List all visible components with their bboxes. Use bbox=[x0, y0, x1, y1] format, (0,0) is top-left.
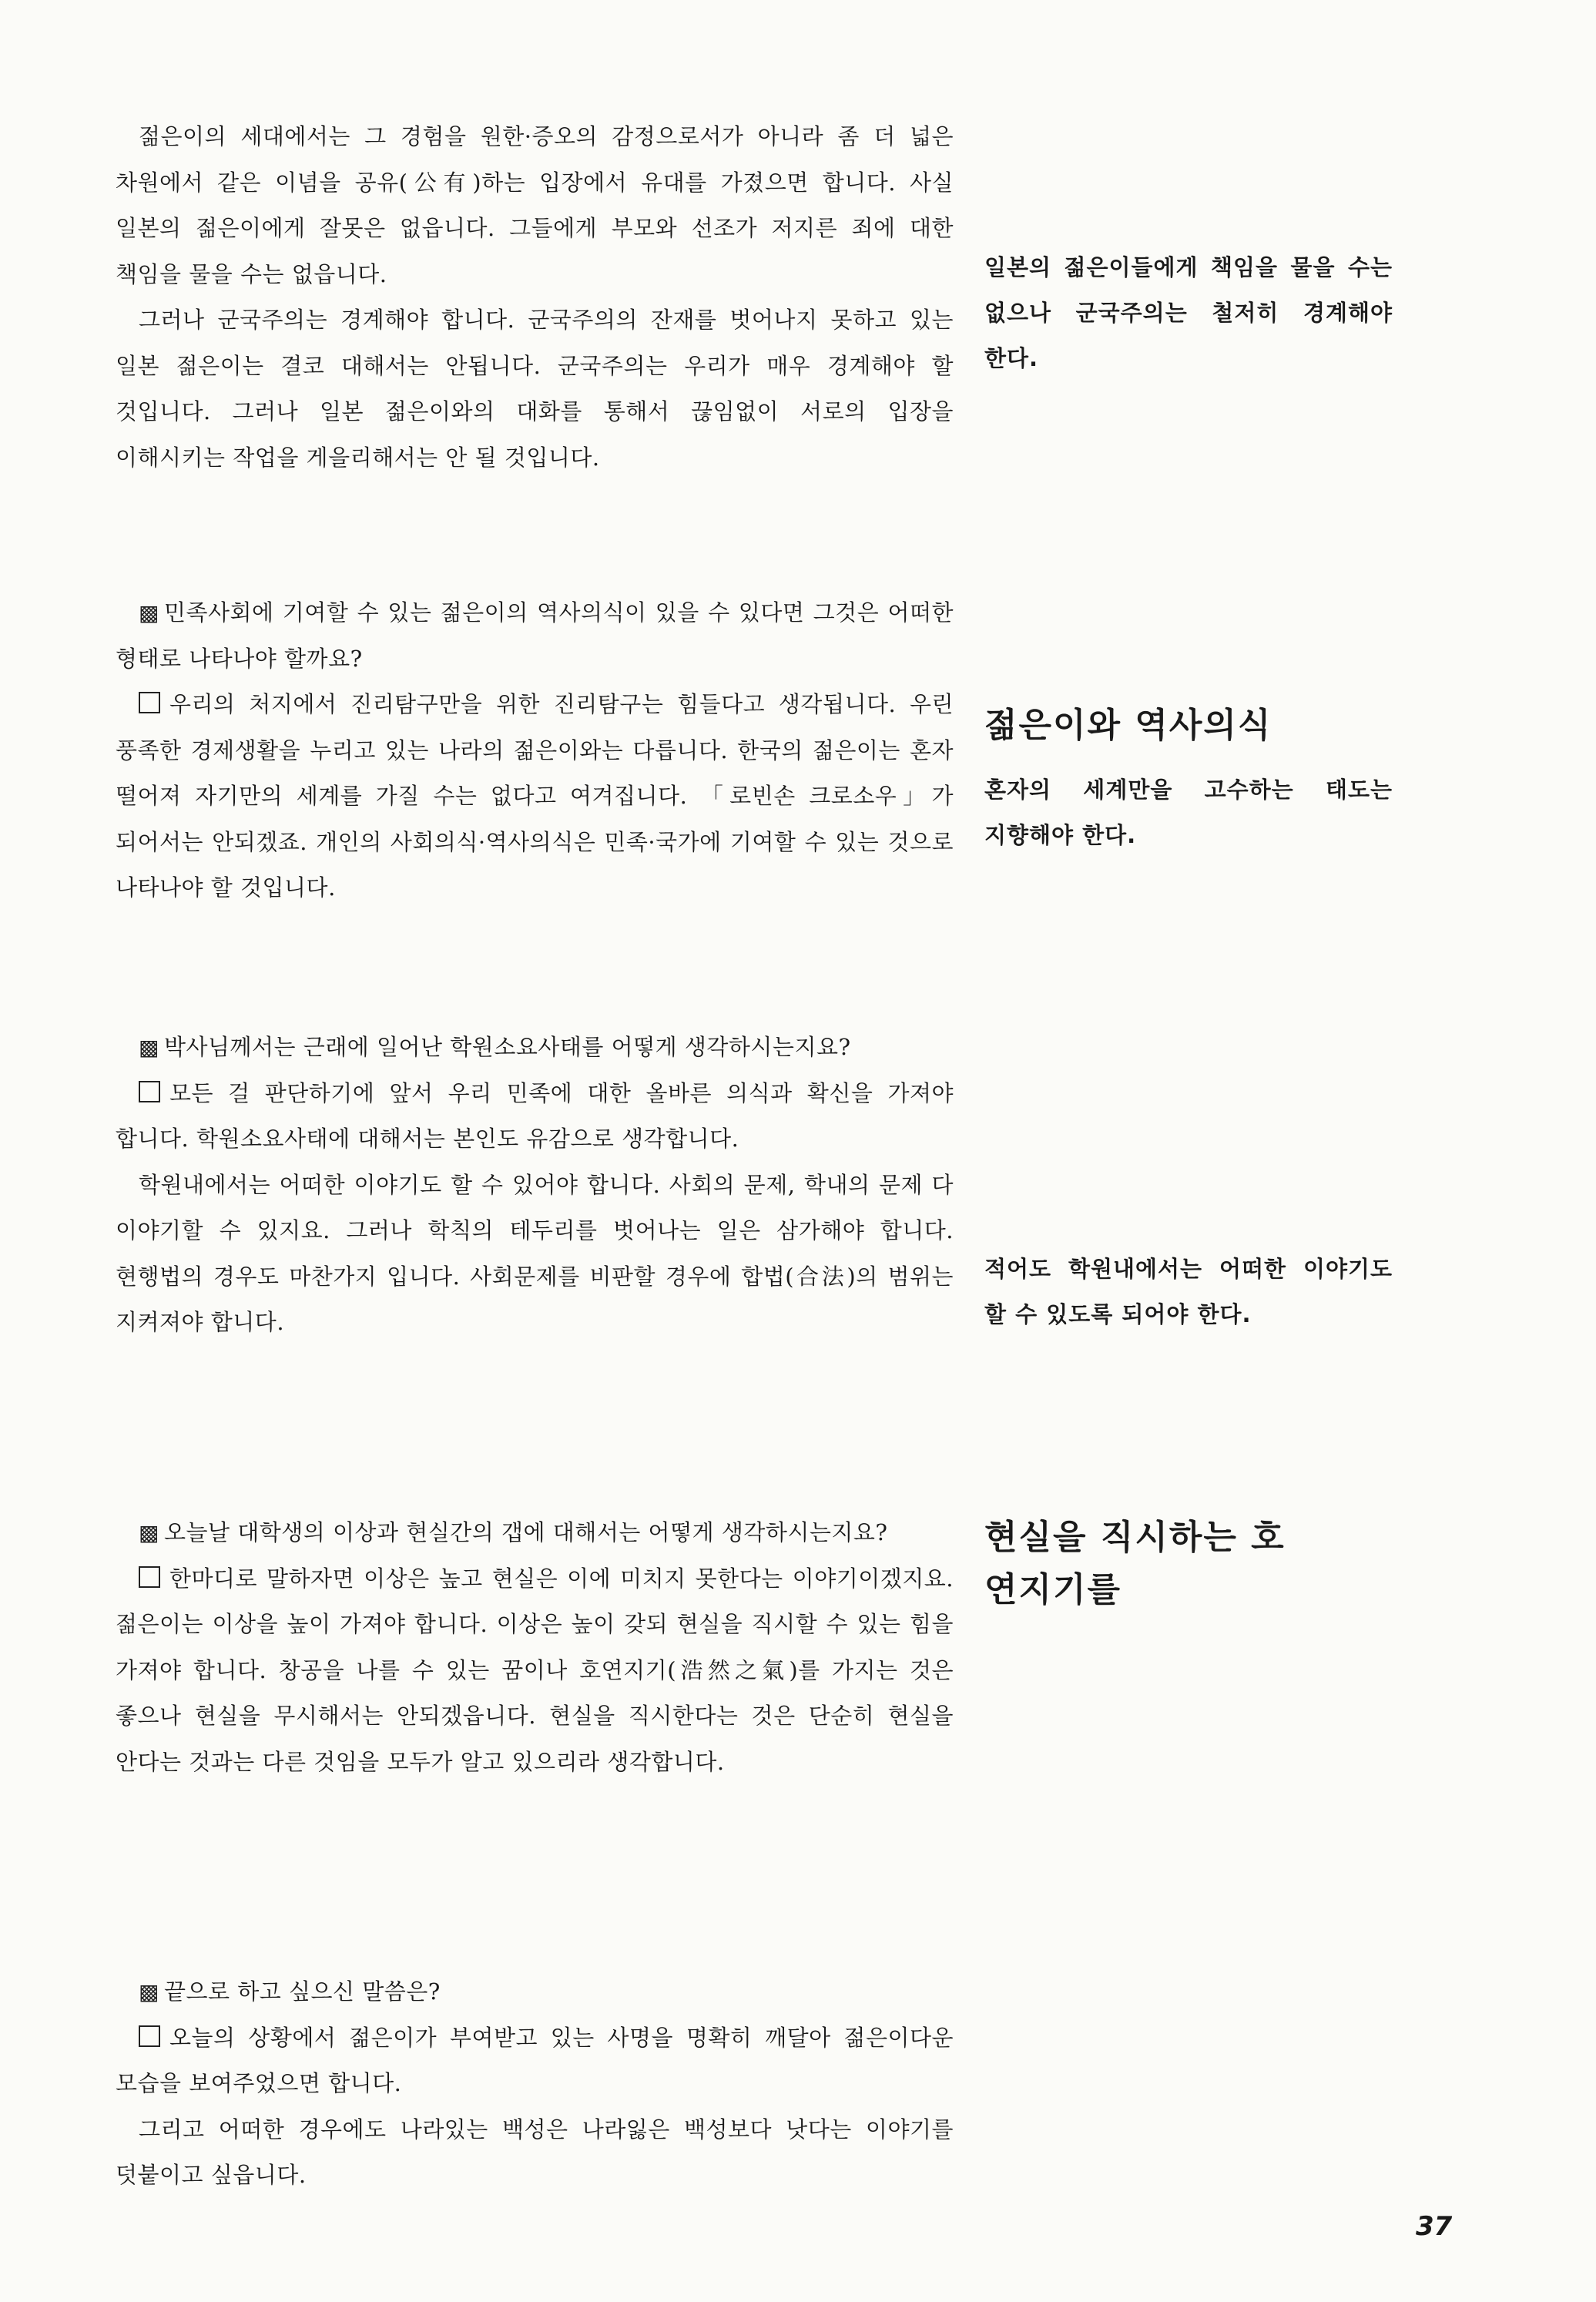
answer: 한마디로 말하자면 이상은 높고 현실은 이에 미치지 못한다는 이야기이겠지요. 젊은이는 이상을 높이 가져야 합니다. 이상은 높이 갖되 현실을 직시할 수 있는 힘을 가져야 합니다. 창공을 나를 수 있는 꿈이나 호연지기(浩然之氣)를 가지는 것은 좋으나 현실을 무시해서는 안되겠읍니다. 현실을 직시한다는 것은 단순히 현실을 안다는 것과는 다른 것임을 모두가 알고 있으리라 생각합니다. bbox=[116, 1565, 954, 1775]
answer: 모든 걸 판단하기에 앞서 우리 민족에 대한 올바른 의식과 확신을 가져야 합니다. 학원소요사태에 대해서는 본인도 유감으로 생각합니다. bbox=[116, 1079, 954, 1152]
answer-box-icon bbox=[139, 2025, 160, 2047]
section-1 bbox=[116, 114, 954, 481]
question-marker-icon: ▩ bbox=[139, 1520, 159, 1545]
paragraph: 젊은이의 세대에서는 그 경험을 원한·증오의 감정으로서가 아니라 좀 더 넓은 차원에서 같은 이념을 공유(公有)하는 입장에서 유대를 가졌으면 합니다. 사실 일본의 젊은이에게 잘못은 없읍니다. 그들에게 부모와 선조가 저지른 죄에 대한 책임을 물을 수는 없읍니다. bbox=[116, 123, 954, 287]
answer: 오늘의 상황에서 젊은이가 부여받고 있는 사명을 명확히 깨달아 젊은이다운 모습을 보여주었으면 합니다. bbox=[116, 2024, 954, 2096]
question: ▩ 오늘날 대학생의 이상과 현실간의 갭에 대해서는 어떻게 생각하시는지요? bbox=[139, 1519, 888, 1545]
question-marker-icon: ▩ bbox=[139, 1035, 159, 1060]
sidebar-note-1: 일본의 젊은이들에게 책임을 물을 수는 없으나 군국주의는 철저히 경계해야 한다. bbox=[984, 254, 1393, 371]
section-5 bbox=[116, 1969, 954, 2199]
answer: 우리의 처지에서 진리탐구만을 위한 진리탐구는 힘들다고 생각됩니다. 우린 풍족한 경제생활을 누리고 있는 나라의 젊은이와는 다릅니다. 한국의 젊은이는 혼자 떨어져 자기만의 세계를 가질 수는 없다고 여겨집니다. 「로빈손 크로소우」가 되어서는 안되겠죠. 개인의 사회의식·역사의식은 민족·국가에 기여할 수 있는 것으로 나타나야 할 것입니다. bbox=[116, 691, 954, 901]
sidebar-heading-4: 현실을 직시하는 호연지기를 bbox=[984, 1518, 1286, 1609]
question: ▩ 민족사회에 기여할 수 있는 젊은이의 역사의식이 있을 수 있다면 그것은 어떠한 형태로 나타나야 할까요? bbox=[116, 599, 954, 672]
page-number: 37 bbox=[1416, 2211, 1453, 2242]
paragraph: 그리고 어떠한 경우에도 나라있는 백성은 나라잃은 백성보다 낫다는 이야기를 덧붙이고 싶읍니다. bbox=[116, 2116, 954, 2188]
answer-box-icon bbox=[139, 692, 160, 713]
paragraph: 그러나 군국주의는 경계해야 합니다. 군국주의의 잔재를 벗어나지 못하고 있는 일본 젊은이는 결코 대해서는 안됩니다. 군국주의는 우리가 매우 경계해야 할 것입니다. 그러나 일본 젊은이와의 대화를 통해서 끊임없이 서로의 입장을 이해시키는 작업을 게을리해서는 안 될 것입니다. bbox=[116, 307, 954, 471]
question: ▩ 박사님께서는 근래에 일어난 학원소요사태를 어떻게 생각하시는지요? bbox=[139, 1034, 851, 1060]
question: ▩ 끝으로 하고 싶으신 말씀은? bbox=[139, 1978, 441, 2005]
sidebar-note-2: 혼자의 세계만을 고수하는 태도는 지향해야 한다. bbox=[984, 777, 1393, 848]
sidebar-note-3: 적어도 학원내에서는 어떠한 이야기도 할 수 있도록 되어야 한다. bbox=[984, 1256, 1393, 1327]
sidebar-heading-2: 젊은이와 역사의식 bbox=[984, 706, 1272, 745]
answer-box-icon bbox=[139, 1081, 160, 1102]
question-marker-icon: ▩ bbox=[139, 600, 159, 626]
answer-box-icon bbox=[139, 1566, 160, 1588]
question-marker-icon: ▩ bbox=[139, 1979, 159, 2005]
section-2 bbox=[116, 590, 954, 911]
section-3 bbox=[116, 1025, 954, 1346]
paragraph: 학원내에서는 어떠한 이야기도 할 수 있어야 합니다. 사회의 문제, 학내의 문제 다 이야기할 수 있지요. 그러나 학칙의 테두리를 벗어나는 일은 삼가해야 합니다. 현행법의 경우도 마찬가지 입니다. 사회문제를 비판할 경우에 합법(合法)의 범위는 지켜져야 합니다. bbox=[116, 1171, 954, 1335]
section-4 bbox=[116, 1510, 954, 1785]
